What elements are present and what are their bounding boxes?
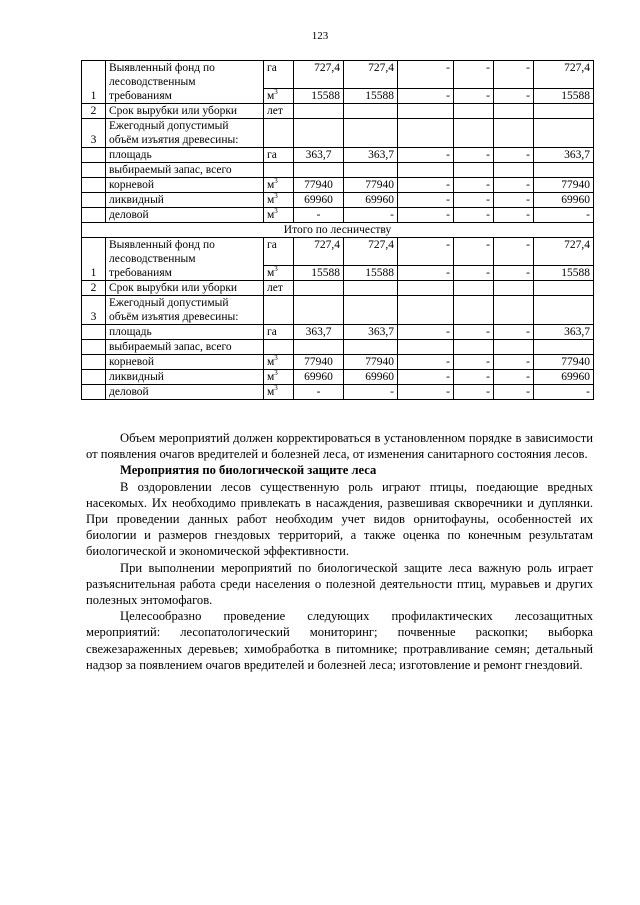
unit-cell: га: [264, 238, 294, 266]
value-cell: [494, 340, 534, 355]
value-cell: -: [398, 61, 454, 89]
value-cell: [494, 296, 534, 325]
paragraph-volume: Объем мероприятий должен корректироваться в установленном порядке в зависимости от появления очагов вредителей и болезней леса, от изменения санитарного состояния лесов.: [86, 431, 593, 462]
unit-text: м: [267, 90, 275, 102]
unit-superscript: 3: [274, 384, 278, 392]
value-cell: 15588: [534, 266, 594, 281]
value-cell: -: [454, 193, 494, 208]
value-cell: 363,7: [534, 148, 594, 163]
row-number: [82, 355, 106, 370]
value-cell: 727,4: [534, 61, 594, 89]
value-cell: [494, 281, 534, 296]
value-cell: -: [398, 238, 454, 266]
unit-text: га: [267, 326, 277, 338]
row-number: [82, 340, 106, 355]
row-label-line: лесоводственным: [109, 76, 196, 88]
row-label: Срок вырубки или уборки: [106, 281, 264, 296]
unit-superscript: 3: [274, 354, 278, 362]
value-cell: 727,4: [344, 238, 398, 266]
value-cell: -: [454, 178, 494, 193]
value-cell: -: [454, 385, 494, 400]
unit-superscript: 3: [274, 192, 278, 200]
value-cell: [264, 296, 294, 325]
value-cell: 15588: [344, 266, 398, 281]
paragraph-birds: В оздоровлении лесов существенную роль играют птицы, поедающие вредных насекомых. Их необходимо привлекать в насаждения, развешивая скворечники и дуплянки. При проведении данных работ необходим учет видов орнитофауны, особенностей их биологии и размеров гнездовых территорий, а также оценка по конечным результатам биологической и экономической эффективности.: [86, 479, 593, 559]
value-cell: [398, 104, 454, 119]
unit-cell: [264, 385, 294, 400]
value-cell: 15588: [344, 89, 398, 104]
row-label: выбираемый запас, всего: [106, 163, 264, 178]
unit-cell: [264, 325, 294, 340]
value-cell: 77940: [344, 355, 398, 370]
paragraph-outreach: При выполнении мероприятий по биологической защите леса важную роль играет разъяснительная работа среди населения о полезной деятельности птиц, муравьев и других полезных энтомофагов.: [86, 560, 593, 608]
value-cell: -: [398, 178, 454, 193]
value-cell: 77940: [294, 355, 344, 370]
value-cell: 727,4: [294, 238, 344, 266]
value-cell: -: [494, 238, 534, 266]
value-cell: 15588: [294, 266, 344, 281]
value-cell: -: [398, 148, 454, 163]
unit-text: м: [267, 267, 275, 279]
table-row: [82, 370, 594, 385]
unit-cell: лет: [264, 104, 294, 119]
unit-text: м: [267, 356, 275, 368]
value-cell: -: [344, 208, 398, 223]
value-cell: [398, 119, 454, 148]
table-row: [82, 325, 594, 340]
value-cell: -: [454, 89, 494, 104]
unit-text: га: [267, 149, 277, 161]
table-row: [82, 119, 594, 148]
table-row: [82, 61, 594, 89]
row-number: [82, 385, 106, 400]
unit-cell: [264, 89, 294, 104]
unit-cell: [264, 163, 294, 178]
value-cell: -: [494, 266, 534, 281]
section-heading: Мероприятия по биологической защите леса: [120, 463, 377, 478]
value-cell: 69960: [294, 193, 344, 208]
value-cell: [344, 340, 398, 355]
row-number: 3: [82, 119, 106, 148]
unit-text: м: [267, 179, 275, 191]
row-label-line: объём изъятия древесины:: [109, 134, 239, 146]
value-cell: [344, 296, 398, 325]
row-label: площадь: [106, 325, 264, 340]
row-number: 2: [82, 281, 106, 296]
value-cell: -: [454, 355, 494, 370]
table-section-row: [82, 223, 594, 238]
row-label: [106, 296, 264, 325]
value-cell: 69960: [534, 370, 594, 385]
value-cell: 727,4: [534, 238, 594, 266]
row-number: 1: [82, 238, 106, 281]
table-row: [82, 296, 594, 325]
row-label-line: объём изъятия древесины:: [109, 311, 239, 323]
row-label: [106, 61, 264, 104]
value-cell: [294, 340, 344, 355]
row-label: ликвидный: [106, 193, 264, 208]
value-cell: [534, 340, 594, 355]
value-cell: -: [398, 385, 454, 400]
value-cell: [454, 296, 494, 325]
table-block-forest: [82, 61, 594, 223]
row-label-line: требованиям: [109, 267, 172, 279]
value-cell: 77940: [294, 178, 344, 193]
value-cell: 69960: [344, 193, 398, 208]
row-number: 2: [82, 104, 106, 119]
value-cell: -: [454, 148, 494, 163]
value-cell: -: [494, 61, 534, 89]
unit-text: м: [267, 209, 275, 221]
value-cell: 69960: [294, 370, 344, 385]
value-cell: [494, 104, 534, 119]
value-cell: -: [294, 385, 344, 400]
row-label: деловой: [106, 385, 264, 400]
unit-cell: [264, 178, 294, 193]
section-title: Итого по лесничеству: [82, 223, 594, 238]
value-cell: [454, 281, 494, 296]
value-cell: -: [534, 208, 594, 223]
unit-cell: [264, 208, 294, 223]
value-cell: [454, 163, 494, 178]
value-cell: [534, 281, 594, 296]
value-cell: [344, 281, 398, 296]
value-cell: [534, 163, 594, 178]
value-cell: 727,4: [344, 61, 398, 89]
row-label-line: Выявленный фонд по: [109, 239, 215, 251]
row-label: Срок вырубки или уборки: [106, 104, 264, 119]
value-cell: -: [398, 355, 454, 370]
value-cell: [534, 296, 594, 325]
value-cell: 363,7: [344, 325, 398, 340]
row-number: [82, 178, 106, 193]
value-cell: -: [494, 193, 534, 208]
value-cell: [398, 296, 454, 325]
unit-text: м: [267, 371, 275, 383]
value-cell: [294, 119, 344, 148]
value-cell: [398, 281, 454, 296]
paragraph-measures: Целесообразно проведение следующих профилактических лесозащитных мероприятий: лесопатологический мониторинг; почвенные раскопки; выборка свежезараженных деревьев; химобработка в питомнике; протравливание семян; детальный надзор за появлением очагов вредителей и болезней леса; изготовление и ремонт гнездовий.: [86, 609, 593, 672]
row-number: [82, 163, 106, 178]
value-cell: -: [454, 238, 494, 266]
row-label: площадь: [106, 148, 264, 163]
value-cell: 77940: [534, 355, 594, 370]
value-cell: [264, 119, 294, 148]
row-number: 3: [82, 296, 106, 325]
value-cell: -: [454, 325, 494, 340]
value-cell: -: [398, 193, 454, 208]
value-cell: [294, 163, 344, 178]
value-cell: [294, 281, 344, 296]
unit-cell: [264, 370, 294, 385]
row-label: [106, 119, 264, 148]
row-number: [82, 148, 106, 163]
row-number: [82, 370, 106, 385]
value-cell: -: [398, 208, 454, 223]
table-row: [82, 340, 594, 355]
table-row: [82, 104, 594, 119]
table-row: [82, 385, 594, 400]
value-cell: 363,7: [294, 325, 344, 340]
row-label: выбираемый запас, всего: [106, 340, 264, 355]
unit-cell: [264, 266, 294, 281]
value-cell: -: [494, 385, 534, 400]
unit-superscript: 3: [274, 369, 278, 377]
unit-cell: [264, 148, 294, 163]
table-row: [82, 355, 594, 370]
value-cell: 363,7: [294, 148, 344, 163]
value-cell: [294, 104, 344, 119]
value-cell: [534, 104, 594, 119]
value-cell: [398, 340, 454, 355]
row-number: [82, 325, 106, 340]
value-cell: [454, 340, 494, 355]
row-label: корневой: [106, 355, 264, 370]
value-cell: [294, 296, 344, 325]
value-cell: 727,4: [294, 61, 344, 89]
value-cell: -: [294, 208, 344, 223]
value-cell: -: [454, 61, 494, 89]
unit-superscript: 3: [274, 265, 278, 273]
body-text: [86, 430, 593, 673]
forest-fund-table: [81, 60, 594, 400]
value-cell: [344, 119, 398, 148]
value-cell: [344, 104, 398, 119]
unit-cell: [264, 355, 294, 370]
value-cell: -: [494, 178, 534, 193]
row-label-line: Выявленный фонд по: [109, 62, 215, 74]
value-cell: -: [494, 89, 534, 104]
unit-superscript: 3: [274, 207, 278, 215]
unit-cell: га: [264, 61, 294, 89]
unit-superscript: 3: [274, 88, 278, 96]
table-row: [82, 208, 594, 223]
value-cell: 15588: [534, 89, 594, 104]
unit-text: м: [267, 194, 275, 206]
value-cell: -: [494, 325, 534, 340]
row-label: ликвидный: [106, 370, 264, 385]
table-row: [82, 163, 594, 178]
row-label-line: лесоводственным: [109, 253, 196, 265]
unit-cell: [264, 193, 294, 208]
value-cell: -: [344, 385, 398, 400]
value-cell: -: [398, 266, 454, 281]
value-cell: [494, 163, 534, 178]
table-row: [82, 178, 594, 193]
value-cell: 15588: [294, 89, 344, 104]
value-cell: [494, 119, 534, 148]
row-label: корневой: [106, 178, 264, 193]
value-cell: -: [494, 208, 534, 223]
value-cell: -: [454, 370, 494, 385]
value-cell: 77940: [534, 178, 594, 193]
table-row: [82, 148, 594, 163]
page-number: 123: [311, 30, 329, 42]
value-cell: 363,7: [344, 148, 398, 163]
value-cell: [454, 119, 494, 148]
value-cell: -: [494, 355, 534, 370]
row-label-line: Ежегодный допустимый: [109, 120, 229, 132]
value-cell: 69960: [344, 370, 398, 385]
table-row: [82, 281, 594, 296]
value-cell: [534, 119, 594, 148]
row-number: [82, 193, 106, 208]
row-label-line: Ежегодный допустимый: [109, 297, 229, 309]
value-cell: -: [398, 89, 454, 104]
value-cell: -: [534, 385, 594, 400]
table-row: [82, 193, 594, 208]
row-number: 1: [82, 61, 106, 104]
unit-cell: [264, 340, 294, 355]
value-cell: [344, 163, 398, 178]
value-cell: -: [398, 370, 454, 385]
table-row: [82, 238, 594, 266]
value-cell: 77940: [344, 178, 398, 193]
value-cell: -: [494, 370, 534, 385]
value-cell: -: [398, 325, 454, 340]
value-cell: 363,7: [534, 325, 594, 340]
row-label: [106, 238, 264, 281]
value-cell: [454, 104, 494, 119]
unit-superscript: 3: [274, 177, 278, 185]
unit-text: м: [267, 386, 275, 398]
value-cell: 69960: [534, 193, 594, 208]
row-number: [82, 208, 106, 223]
row-label: деловой: [106, 208, 264, 223]
row-label-line: требованиям: [109, 90, 172, 102]
value-cell: -: [454, 208, 494, 223]
value-cell: -: [454, 266, 494, 281]
value-cell: [398, 163, 454, 178]
table-block-total: [82, 238, 594, 400]
unit-cell: лет: [264, 281, 294, 296]
value-cell: -: [494, 148, 534, 163]
